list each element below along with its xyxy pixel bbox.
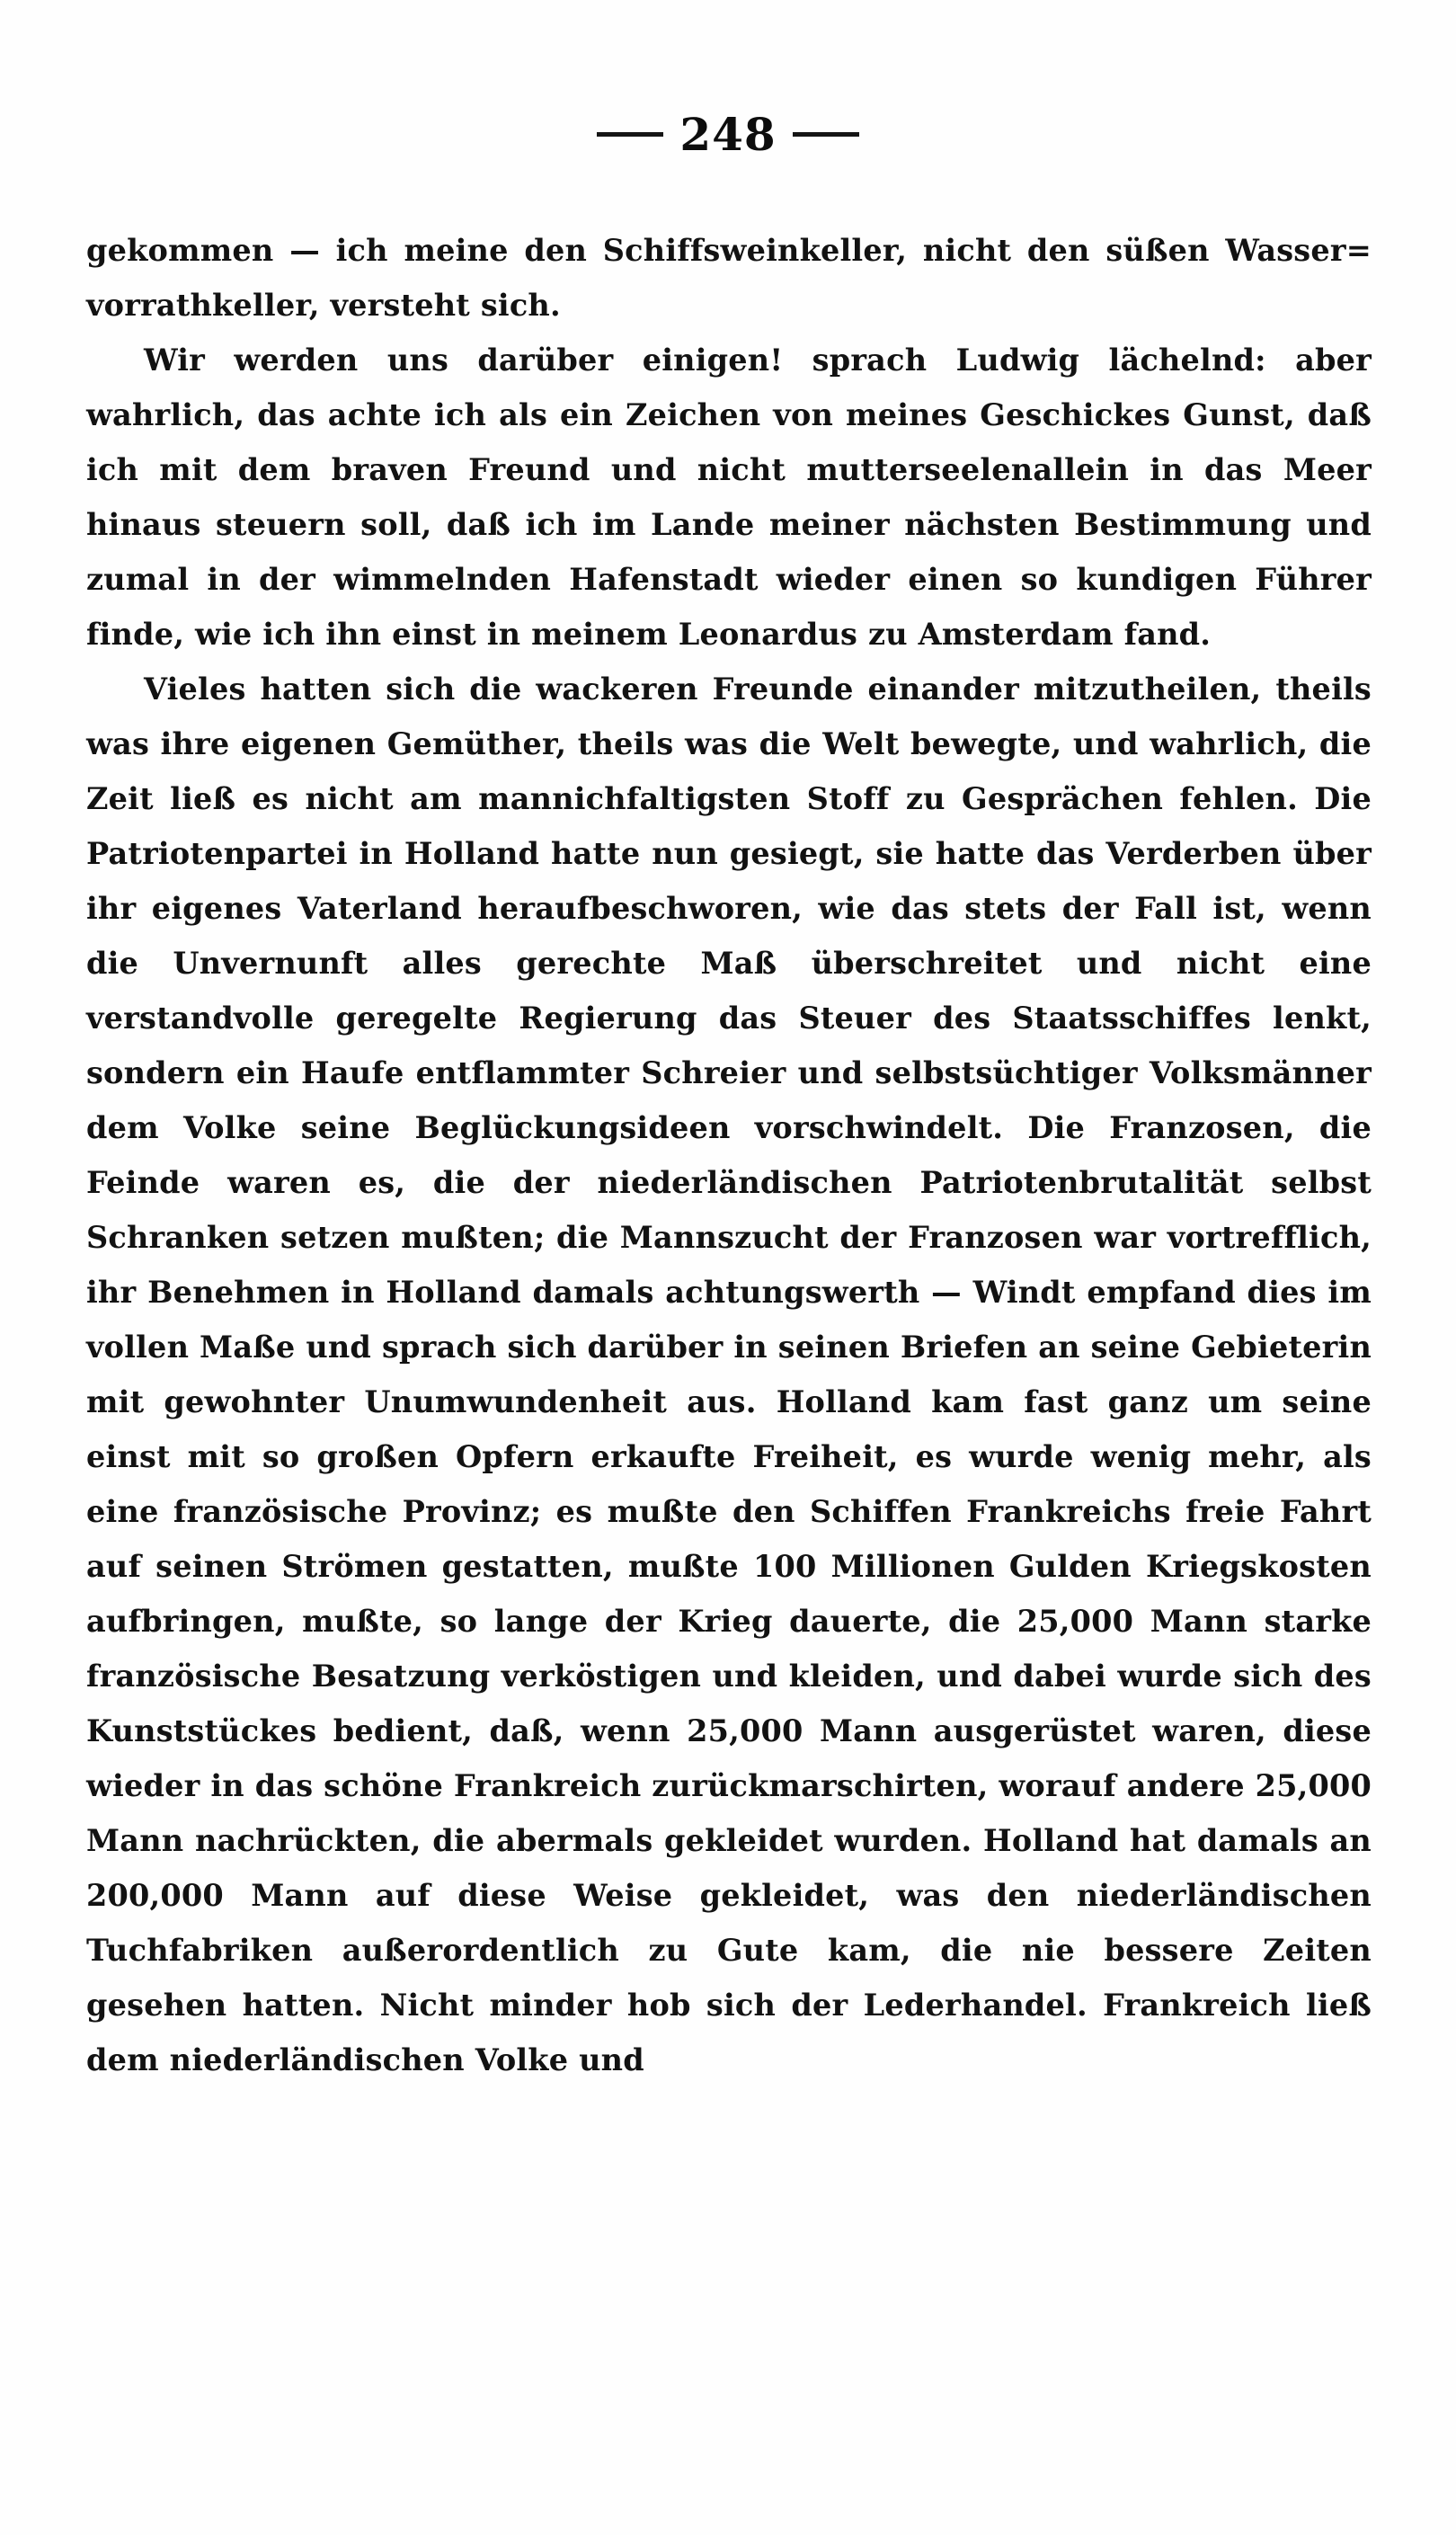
- header-rule-left-icon: [597, 132, 663, 137]
- header-rule-right-icon: [793, 132, 859, 137]
- paragraph: gekommen — ich meine den Schiffsweinkeller, nicht den süßen Wasser= vorrathkeller, versteht sich.: [86, 233, 1372, 323]
- page-body: [86, 223, 1372, 2087]
- paragraph: Wir werden uns darüber einigen! sprach Ludwig lächelnd: aber wahrlich, das achte ich als ein Zeichen von meines Geschickes Gunst, daß ich mit dem braven Freund und nicht mutterseelenallein in das Meer hinaus steuern soll, daß ich im Lande meiner nächsten Bestimmung und zumal in der wimmelnden Hafenstadt wieder einen so kundigen Führer finde, wie ich ihn einst in meinem Leonardus zu Amsterdam fand.: [86, 342, 1372, 652]
- page-number-group: [597, 108, 858, 161]
- paragraph: Vieles hatten sich die wackeren Freunde einander mitzutheilen, theils was ihre eigenen Gemüther, theils was die Welt bewegte, und wahrlich, die Zeit ließ es nicht am mannichfaltigsten Stoff zu Gesprächen fehlen. Die Patriotenpartei in Holland hatte nun gesiegt, sie hatte das Verderben über ihr eigenes Vaterland heraufbeschworen, wie das stets der Fall ist, wenn die Unvernunft alles gerechte Maß überschreitet und nicht eine verstandvolle geregelte Regierung das Steuer des Staatsschiffes lenkt, sondern ein Haufe entflammter Schreier und selbstsüchtiger Volksmänner dem Volke seine Beglückungsideen vorschwindelt. Die Franzosen, die Feinde waren es, die der niederländischen Patriotenbrutalität selbst Schranken setzen mußten; die Mannszucht der Franzosen war vortrefflich, ihr Benehmen in Holland damals achtungswerth — Windt empfand dies im vollen Maße und sprach sich darüber in seinen Briefen an seine Gebieterin mit gewohnter Unumwundenheit aus. Holland kam fast ganz um seine einst mit so großen Opfern erkaufte Freiheit, es wurde wenig mehr, als eine französische Provinz; es mußte den Schiffen Frankreichs freie Fahrt auf seinen Strömen gestatten, mußte 100 Millionen Gulden Kriegskosten aufbringen, mußte, so lange der Krieg dauerte, die 25,000 Mann starke französische Besatzung verköstigen und kleiden, und dabei wurde sich des Kunststückes bedient, daß, wenn 25,000 Mann ausgerüstet waren, diese wieder in das schöne Frankreich zurückmarschirten, worauf andere 25,000 Mann nachrückten, die abermals gekleidet wurden. Holland hat damals an 200,000 Mann auf diese Weise gekleidet, was den niederländischen Tuchfabriken außerordentlich zu Gute kam, die nie bessere Zeiten gesehen hatten. Nicht minder hob sich der Lederhandel. Frankreich ließ dem niederländischen Volke und: [86, 672, 1372, 2077]
- page-number: 248: [679, 108, 777, 161]
- page-header: [0, 108, 1456, 161]
